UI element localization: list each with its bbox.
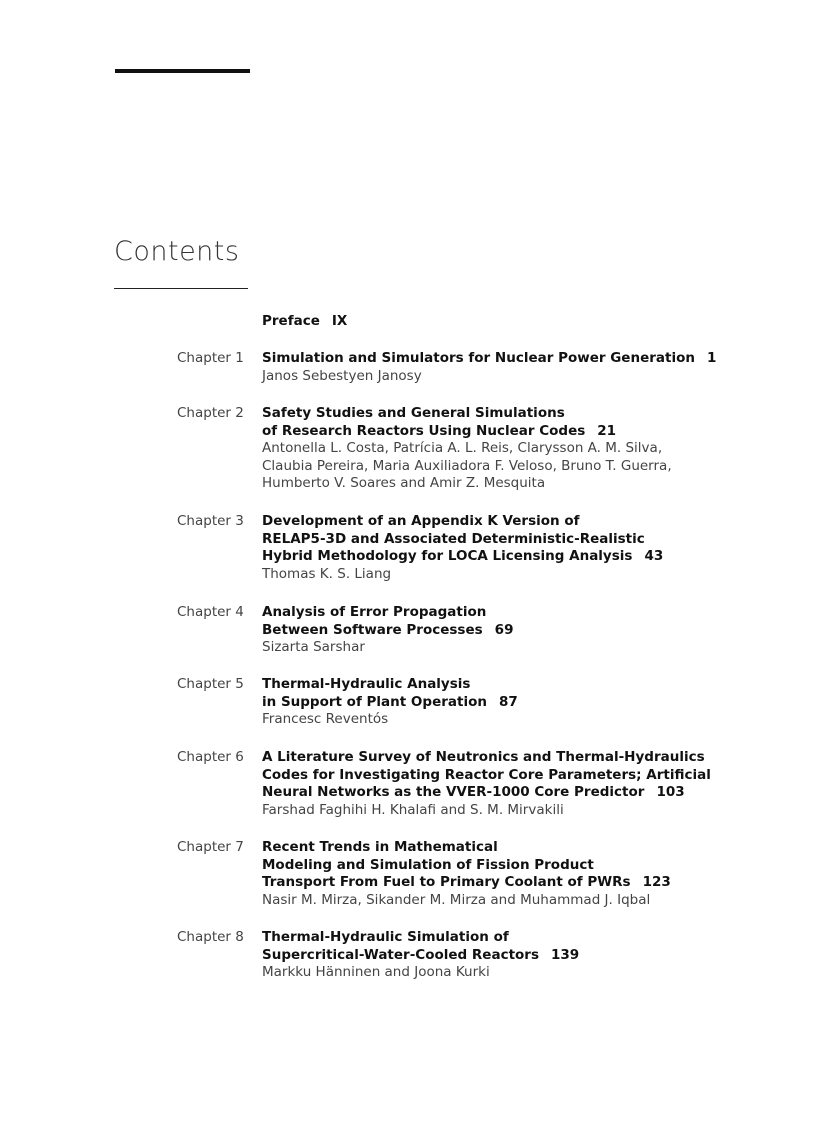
chapter-label: Chapter 5 <box>177 676 244 692</box>
preface-label: Preface <box>262 313 320 329</box>
chapter-page-number: 103 <box>656 784 685 800</box>
chapter-label: Chapter 4 <box>177 604 244 620</box>
chapter-label: Chapter 1 <box>177 350 244 366</box>
chapter-title-line: Neural Networks as the VVER-1000 Core Predictor 103 <box>262 784 685 800</box>
title-underline-rule <box>114 288 248 289</box>
chapter-title-line: Transport From Fuel to Primary Coolant of PWRs 123 <box>262 874 671 890</box>
chapter-title-line: Recent Trends in Mathematical <box>262 839 498 855</box>
chapter-title-line: in Support of Plant Operation 87 <box>262 693 518 710</box>
chapter-authors: Francesc Reventós <box>262 711 389 727</box>
chapter-page-number: 139 <box>551 946 580 963</box>
chapter-page-number: 1 <box>706 350 717 366</box>
chapter-authors: Humberto V. Soares and Amir Z. Mesquita <box>262 475 546 491</box>
chapter-page-number: 87 <box>498 693 518 710</box>
chapter-page-number: 21 <box>597 422 617 439</box>
chapter-page-number: 43 <box>644 548 664 564</box>
preface-page-number: IX <box>331 313 348 329</box>
chapter-title-line: Hybrid Methodology for LOCA Licensing Analysis 43 <box>262 548 664 564</box>
preface-entry[interactable] <box>262 313 347 330</box>
page-title: Contents <box>114 236 240 267</box>
chapter-authors: Sizarta Sarshar <box>262 639 365 655</box>
chapter-title-line: Modeling and Simulation of Fission Product <box>262 856 594 873</box>
chapter-title-line: Analysis of Error Propagation <box>262 604 487 620</box>
chapter-authors: Nasir M. Mirza, Sikander M. Mirza and Muhammad J. Iqbal <box>262 891 651 908</box>
chapter-page-number: 69 <box>494 621 514 638</box>
chapter-title-line: Codes for Investigating Reactor Core Parameters; Artificial <box>262 766 711 783</box>
chapter-label: Chapter 8 <box>177 929 244 945</box>
chapter-title-line: of Research Reactors Using Nuclear Codes 21 <box>262 422 617 439</box>
chapter-title-line: A Literature Survey of Neutronics and Thermal-Hydraulics <box>262 749 705 765</box>
chapter-title-line: Thermal-Hydraulic Simulation of <box>262 929 509 945</box>
chapter-title-line: RELAP5-3D and Associated Deterministic-Realistic <box>262 530 645 547</box>
chapter-label: Chapter 7 <box>177 839 244 855</box>
chapter-authors: Antonella L. Costa, Patrícia A. L. Reis, Clarysson A. M. Silva, <box>262 440 663 456</box>
chapter-title-line: Supercritical-Water-Cooled Reactors 139 <box>262 946 580 963</box>
chapter-title-line: Development of an Appendix K Version of <box>262 513 580 529</box>
chapter-title-line: Thermal-Hydraulic Analysis <box>262 676 471 692</box>
chapter-authors: Farshad Faghihi H. Khalafi and S. M. Mirvakili <box>262 801 564 818</box>
chapter-authors: Claubia Pereira, Maria Auxiliadora F. Veloso, Bruno T. Guerra, <box>262 457 672 474</box>
chapter-label: Chapter 6 <box>177 749 244 765</box>
chapter-title-line: Simulation and Simulators for Nuclear Power Generation 1 <box>262 350 717 366</box>
chapter-authors: Janos Sebestyen Janosy <box>262 367 422 384</box>
chapter-title-line: Between Software Processes 69 <box>262 621 514 638</box>
chapter-authors: Thomas K. S. Liang <box>262 565 392 582</box>
chapter-label: Chapter 3 <box>177 513 244 529</box>
chapter-authors: Markku Hänninen and Joona Kurki <box>262 964 490 980</box>
top-decorative-rule <box>115 69 250 73</box>
chapter-title-line: Safety Studies and General Simulations <box>262 405 565 421</box>
chapter-label: Chapter 2 <box>177 405 244 421</box>
chapter-page-number: 123 <box>642 874 671 890</box>
